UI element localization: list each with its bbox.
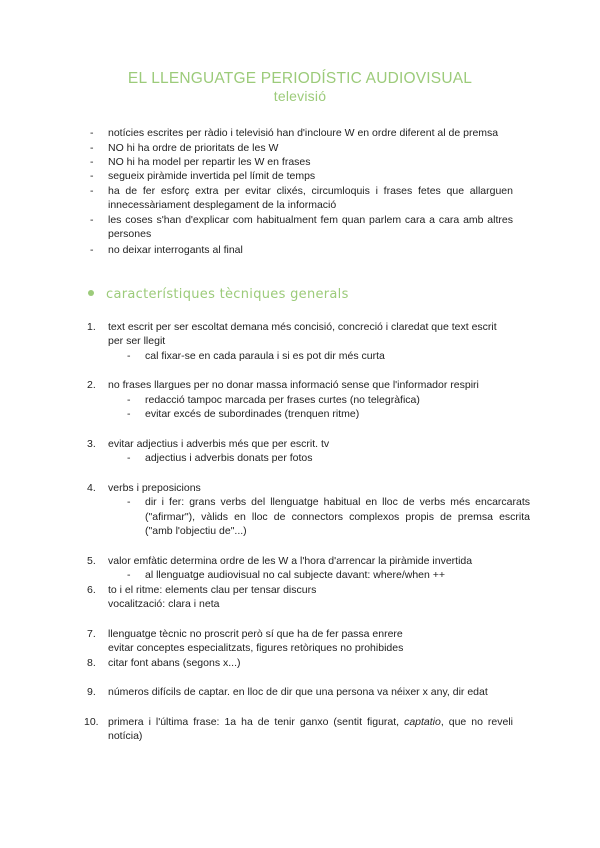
section-heading: característiques tècniques generals [88,287,349,302]
document-title: EL LLENGUATGE PERIODÍSTIC AUDIOVISUAL [127,70,473,87]
document-page: EL LLENGUATGE PERIODÍSTIC AUDIOVISUAL televisió - notícies escrites per ràdio i televisió han d'incloure W en ordre diferent al de premsa - NO hi ha ordre de prioritats de les W - NO hi ha model per repartir les W en frases - segueix piràmide invertida pel límit de temps - ha de fer esforç extra per evitar clixés, circumloquis i frases fetes que allarguen innecessàriament desplegament de la informació - les coses s'han d'explicar com habitualment fem quan parlem cara a cara amb altres persones - no deixar interrogants al final característiques tècniques generals 1. text escrit per ser escoltat demana més concisió, concreció i claredat que text escrit per ser llegit - cal fixar-se en cada paraula i si es pot dir més curta 2. no frases llargues per no donar massa informació sense que l'informador respiri - redacció tampoc marcada per frases curtes (no telegràfica) - evitar excés de subordinades (trenquen ritme) 3. evitar adjectius i adverbis més que per escrit. tv - adjectius i adverbis donats per fotos 4. verbs i preposicions - dir i fer: grans verbs del llenguatge habitual en lloc de verbs més encarcarats ("afirmar"), vàlids en lloc de connectors complexos propis de premsa escrita ("amb l'objectiu de"...) 5. valor emfàtic determina ordre de les W a l'hora d'arrencar la piràmide invertida - al llenguatge audiovisual no cal subjecte davant: where/when ++ 6. to i el ritme: elements clau per tensar discurs vocalització: clara i neta 7. llenguatge tècnic no proscrit però sí que ha de fer passa enrere evitar conceptes especialitzats, figures retòriques no prohibides 8. citar font abans (segons x...) 9. números difícils de captar. en lloc de dir que una persona va néixer x any, dir edat 10. primera i l'última frase: 1a ha de tenir ganxo (sentit figurat, captatio, que no reveli notícia) [0,0,600,848]
bullet-dot-icon [88,290,94,296]
document-subtitle: televisió [273,88,327,104]
